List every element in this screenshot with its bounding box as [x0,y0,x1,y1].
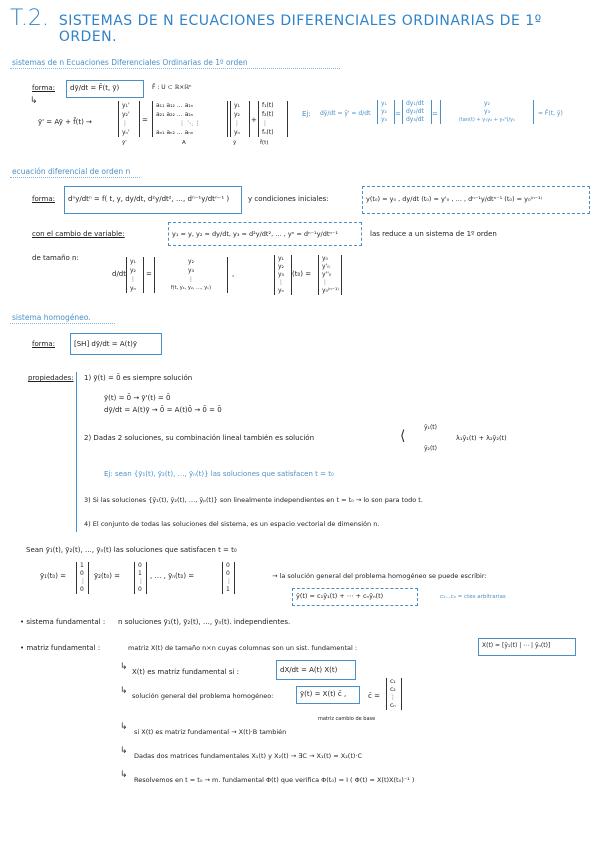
matrix-A: a₁₁ a₁₂ … a₁ₙ a₂₁ a₂₂ … a₂ₙ ⋮ ⋱ ⋮ aₙ₁ aₙ₂ … aₙₙ [152,101,228,137]
prop-bracket-line [76,372,77,532]
basis-vector-1: 1 0 ⋮ 0 [76,562,89,594]
bullet4-text: Dadas dos matrices fundamentales X₁(t) y X₂(t) → ∃C → X₁(t) = X₂(t)·C [134,752,363,760]
prop-2-comb: λ₁ȳ₁(t) + λ₂ȳ₂(t) [456,434,507,442]
sec2-vector-ic-right: y₀ y'₀ y''₀ ⋮ y₀⁽ⁿ⁻¹⁾ [318,255,342,295]
sec2-ic-t0: (t₀) = [292,270,312,278]
sean-text: Sean ȳ₁(t), ȳ₂(t), …, ȳₙ(t) las soluciones que satisfacen t = t₀ [26,546,237,554]
label-yprime: ȳ' [122,140,127,146]
bullet3-note: matriz cambio de base [318,716,376,722]
bullet2-eq: ȳ(t) = X(t) c̄ , [300,690,347,698]
section1-underline [10,68,340,70]
sec2-ddt: d/dt [112,270,126,278]
sec2-vector-left: y₁ y₂ ⋮ yₙ [126,257,144,293]
general-solution-eq: ȳ(t) = c₁ȳ₁(t) + ⋯ + cₙȳₙ(t) [296,592,384,600]
sec2-vector-right: y₂ y₃ ⋮ f(t, y₁, y₂, …, yₙ) [154,257,228,293]
bullet1-text: X(t) es matriz fundamental si : [132,668,239,676]
bullet2-text: solución general del problema homogéneo: [132,692,274,700]
branch-arrow-icon: ⟨ [400,428,406,444]
section1-heading: sistemas de n Ecuaciones Diferenciales Ordinarias de 1º orden [12,58,248,67]
sub-arrow-icon-2: ↳ [120,686,128,696]
prop-2: 2) Dadas 2 soluciones, su combinación lineal también es solución [84,434,315,442]
prop-1a: ȳ(t) = 0̄ → ȳ'(t) = 0̄ [104,394,171,402]
prop-2-y1: ȳ₁(t) [424,424,437,431]
sec2-tamano-text: de tamaño n: [32,254,79,262]
sub-arrow-icon-4: ↳ [120,746,128,756]
chapter-title: SISTEMAS DE N ECUACIONES DIFERENCIALES ORDINARIAS DE 1º ORDEN. [58,13,542,45]
sec1-linear-eq: ȳ' = Aȳ + f̄(t) → [38,118,92,126]
sec2-reduce-text: las reduce a un sistema de 1º orden [370,230,497,238]
sub-arrow-icon-3: ↳ [120,722,128,732]
vector-y: y₁ y₂ ⋮ yₙ [230,101,250,137]
label-f: f̄(t) [260,140,269,146]
sec2-forma-eq: dⁿy/dtⁿ = f( t, y, dy/dt, d²y/dt², …, dⁿ⁻¹y/dtⁿ⁻¹ ) [68,195,230,203]
general-solution-text: → la solución general del problema homogéneo se puede escribir: [272,572,487,580]
ej-vector-y: y₁ y₂ y₃ [377,100,395,124]
sec1-ej-label: Ej: [302,110,311,118]
sec1-forma-domain: F̄ : U ⊂ ℝ×ℝⁿ [152,84,192,91]
prop-2-example: Ej: sean {ȳ₁(t), ȳ₂(t), …, ȳₙ(t)} las soluciones que satisfacen t = t₀ [104,470,334,478]
sec1-ej-end: = F̄(t, ȳ) [538,110,563,117]
sec2-cambio-label: con el cambio de variable: [32,230,125,238]
sec3-forma-label: forma: [32,340,55,348]
notes-page: T.2. SISTEMAS DE N ECUACIONES DIFERENCIALES ORDINARIAS DE 1º ORDEN. sistemas de n Ecuaciones Diferenciales Ordinarias de 1º orden forma: dȳ/dt = F̄(t, ȳ) F̄ : U ⊂ ℝ×ℝⁿ ↳ ȳ' = Aȳ + f̄(t) → y₁' y₂' ⋮ yₙ' = a₁₁ a₁₂ … a₁ₙ a₂₁ a₂₂ … a₂ₙ ⋮ ⋱ ⋮ aₙ₁ aₙ₂ … aₙₙ y₁ y₂ ⋮ yₙ + f₁(t) f₂(t) ⋮ fₙ(t) ȳ' A ȳ f̄(t) Ej: dȳ/dt = ȳ' = d/dt y₁ y₂ y₃ = dy₁/dt dy₂/dt dy₃/dt = y₂ y₃ (tan(t) + y₁y₂ + y₃²)/y₁ = F̄(t, ȳ) ecuación diferencial de orden n forma: dⁿy/dtⁿ = f( t, y, dy/dt, d²y/dt², …, dⁿ⁻¹y/dtⁿ⁻¹ ) y condiciones iniciales: y(t₀) = y₀ , dy/dt (t₀) = y'₀ , … , dⁿ⁻¹y/dtⁿ⁻¹ (t₀) = y₀⁽ⁿ⁻¹⁾ con el cambio de variable: y₁ = y, y₂ = dy/dt, y₃ = d²y/dt², … , yⁿ = dⁿ⁻¹y/dtⁿ⁻¹ las reduce a un sistema de 1º orden de tamaño n: d/dt y₁ y₂ ⋮ yₙ = y₂ y₃ ⋮ f(t, y₁, y₂, …, yₙ) , y₁ y₂ y₃ ⋮ yₙ (t₀) = y₀ y'₀ y''₀ ⋮ y₀⁽ⁿ⁻¹⁾ sistema homogéneo. forma: [SH] dȳ/dt = A(t)ȳ propiedades: 1) ȳ(t) = 0̄ es siempre solución ȳ(t) = 0̄ → ȳ'(t) = 0̄ dȳ/dt = A(t)ȳ → 0̄ = A(t)0̄ → 0̄ = 0̄ 2) Dadas 2 soluciones, su combinación lineal también es solución ȳ₁(t) ȳ₂(t) ⟨ λ₁ȳ₁(t) + λ₂ȳ₂(t) Ej: sean {ȳ₁(t), ȳ₂(t), …, ȳₙ(t)} las soluciones que satisfacen t = t₀ 3) Si las soluciones {ȳ₁(t), ȳ₂(t), …, ȳₚ(t)} son linealmente independientes en t = t₀ → lo son para todo t. 4) El conjunto de todas las soluciones del sistema, es un espacio vectorial de dimensión n. Sean ȳ₁(t), ȳ₂(t), …, ȳₙ(t) las soluciones que satisfacen t = t₀ ȳ₁(t₀) = 1 0 ⋮ 0 ȳ₂(t₀) = 0 1 ⋮ 0 , … , ȳₙ(t₀) = 0 0 ⋮ 1 → la solución general del problema homogéneo se puede escribir: ȳ(t) = c₁ȳ₁(t) + ⋯ + cₙȳₙ(t) c₁…cₙ = ctes arbitrarias • sistema fundamental : n soluciones ȳ₁(t), ȳ₂(t), …, ȳₙ(t). independientes. • matriz fundamental : matriz X(t) de tamaño n×n cuyas columnas son un sist. fundamental : X(t) = [ȳ₁(t) | ⋯ | ȳₙ(t)] ↳ X(t) es matriz fundamental si : dX/dt = A(t) X(t) ↳ solución general del problema homogéneo: ȳ(t) = X(t) c̄ , c̄ = c₁ c₂ ⋮ cₙ matriz cambio de base ↳ si X(t) es matriz fundamental → X(t)·B también ↳ Dadas dos matrices fundamentales X₁(t) y X₂(t) → ∃C → X₁(t) = X₂(t)·C ↳ Resolvemos en t = t₀ → m. fundamental Φ(t) que verifica Φ(t₀) = I ( Φ(t) = X(t)X(t₀)⁻¹ ) [0,0,601,848]
sec2-cond-text: y condiciones iniciales: [248,195,329,203]
title-row [10,6,601,45]
vector-c: c₁ c₂ ⋮ cₙ [386,678,402,710]
sec1-forma-eq: dȳ/dt = F̄(t, ȳ) [70,84,120,92]
sec2-vector-ic-left: y₁ y₂ y₃ ⋮ yₙ [274,255,292,295]
fundamental-matrix-text: matriz X(t) de tamaño n×n cuyas columnas son un sist. fundamental : [128,644,358,652]
sub-arrow-icon-5: ↳ [120,770,128,780]
section3-underline [10,323,115,325]
prop-4: 4) El conjunto de todas las soluciones del sistema, es un espacio vectorial de dimensión n. [84,520,380,528]
section2-underline [10,177,140,179]
prop-1b: dȳ/dt = A(t)ȳ → 0̄ = A(t)0̄ → 0̄ = 0̄ [104,406,222,414]
sub-arrow-icon-1: ↳ [120,662,128,672]
curve-arrow-icon: ↳ [30,96,38,106]
fundamental-system-label: • sistema fundamental : [20,618,106,626]
sec3-forma-eq: [SH] dȳ/dt = A(t)ȳ [74,340,137,348]
label-A: A [182,140,186,146]
fundamental-matrix-eq: X(t) = [ȳ₁(t) | ⋯ | ȳₙ(t)] [482,642,551,649]
section2-heading: ecuación diferencial de orden n [12,167,131,176]
chapter-number: T.2. [10,6,49,31]
prop-3: 3) Si las soluciones {ȳ₁(t), ȳ₂(t), …, ȳₚ(t)} son linealmente independientes en t = t₀ → lo son para todo t. [84,496,423,504]
label-y: ȳ [233,140,237,146]
basis-vector-2: 0 1 ⋮ 0 [134,562,147,594]
bullet2-c-label: c̄ = [368,692,380,700]
y1-t0-label: ȳ₁(t₀) = [40,572,67,580]
vector-yprime: y₁' y₂' ⋮ yₙ' [118,101,140,137]
bullet3-text: si X(t) es matriz fundamental → X(t)·B también [134,728,287,736]
y2-t0-label: ȳ₂(t₀) = [94,572,121,580]
sec2-forma-label: forma: [32,195,55,203]
fundamental-matrix-label: • matriz fundamental : [20,644,101,652]
basis-vector-n: 0 0 ⋮ 1 [222,562,235,594]
vector-f: f₁(t) f₂(t) ⋮ fₙ(t) [258,101,288,137]
sec1-forma-label: forma: [32,84,55,92]
sec3-prop-label: propiedades: [28,374,74,382]
prop-2-y2: ȳ₂(t) [424,445,437,452]
fundamental-system-text: n soluciones ȳ₁(t), ȳ₂(t), …, ȳₙ(t). independientes. [118,618,291,626]
prop-1: 1) ȳ(t) = 0̄ es siempre solución [84,374,193,382]
sec1-ej-eq: dȳ/dt = ȳ' = d/dt [320,110,371,117]
bullet5-text: Resolvemos en t = t₀ → m. fundamental Φ(t) que verifica Φ(t₀) = I ( Φ(t) = X(t)X(t₀)⁻¹ ) [134,776,415,784]
ej-vector-rhs: y₂ y₃ (tan(t) + y₁y₂ + y₃²)/y₁ [440,100,534,124]
yn-t0-label: , … , ȳₙ(t₀) = [150,572,195,580]
bullet1-eq: dX/dt = A(t) X(t) [280,666,338,674]
ej-vector-d: dy₁/dt dy₂/dt dy₃/dt [402,100,432,124]
sec2-cond-eq: y(t₀) = y₀ , dy/dt (t₀) = y'₀ , … , dⁿ⁻¹y/dtⁿ⁻¹ (t₀) = y₀⁽ⁿ⁻¹⁾ [366,195,543,203]
general-solution-note: c₁…cₙ = ctes arbitrarias [440,594,506,600]
section3-heading: sistema homogéneo. [12,313,91,322]
sec2-cambio-eq: y₁ = y, y₂ = dy/dt, y₃ = d²y/dt², … , yⁿ = dⁿ⁻¹y/dtⁿ⁻¹ [172,230,339,238]
